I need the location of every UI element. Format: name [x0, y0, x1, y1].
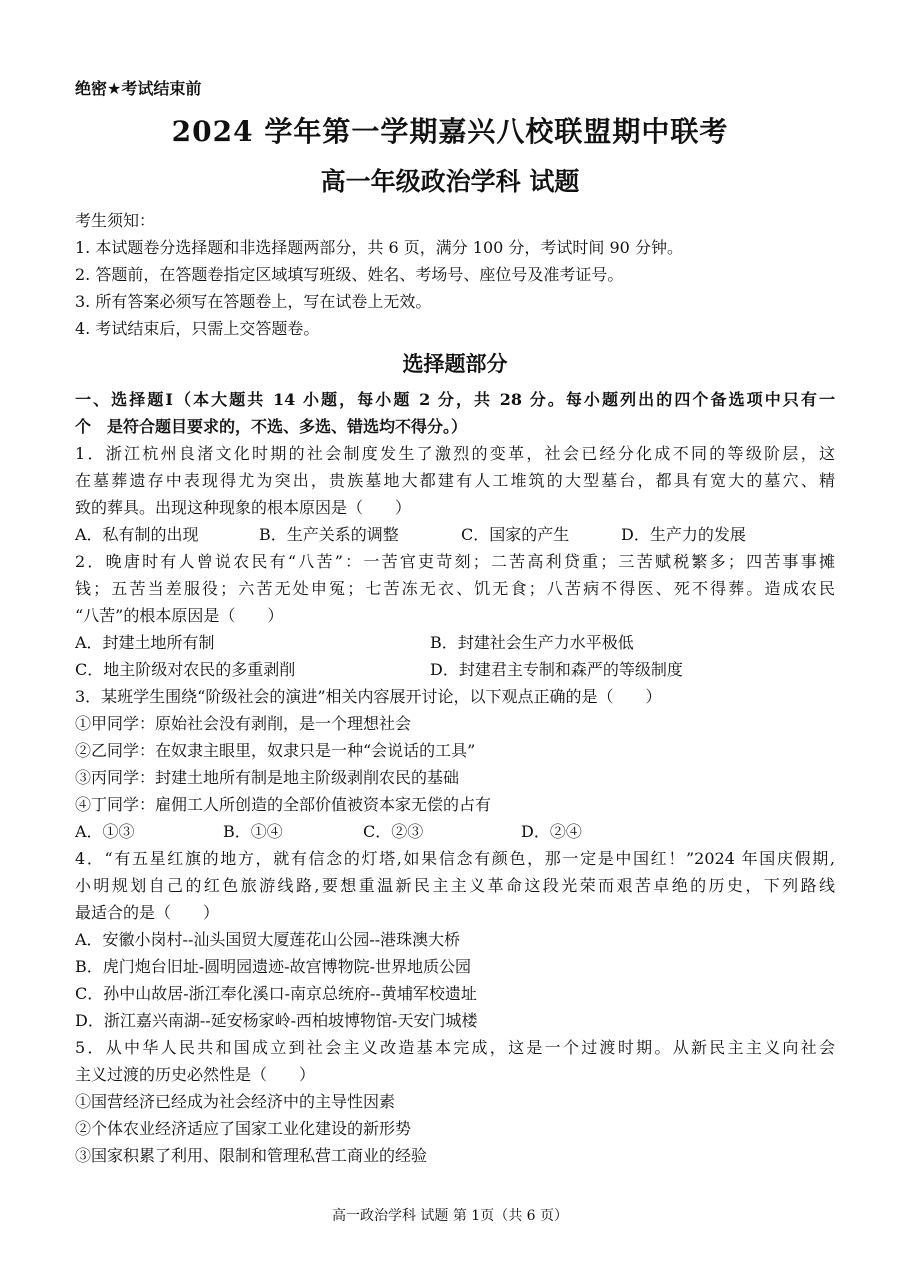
- section-instruction: 个 是符合题目要求的，不选、多选、错选均不得分。）: [75, 417, 468, 436]
- exam-subtitle: 高一年级政治学科 试题: [320, 167, 580, 196]
- question-1-text: 1．浙江杭州良渚文化时期的社会制度发生了激烈的变革，社会已经分化成不同的等级阶层，这: [75, 444, 835, 463]
- question-4-text: 4．“有五星红旗的地方，就有信念的灯塔,如果信念有颜色，那一定是中国红！”2024 年国庆假期,: [75, 849, 835, 868]
- question-3-options: [75, 818, 835, 845]
- page-footer: 高一政治学科 试题 第 1页（共 6 页）: [331, 1208, 569, 1224]
- question-4-text: 小明规划自己的红色旅游线路,要想重温新民主主义革命这段光荣而艰苦卓绝的历史，下列路线: [75, 876, 835, 895]
- notice-item: 1. 本试题卷分选择题和非选择题两部分，共 6 页，满分 100 分，考试时间 90 分钟。: [75, 238, 683, 257]
- question-3-statement: ①甲同学：原始社会没有剥削，是一个理想社会: [75, 714, 412, 733]
- option-d: D．②④: [521, 822, 582, 841]
- notice-item: 2. 答题前，在答题卷指定区域填写班级、姓名、考场号、座位号及准考证号。: [75, 265, 624, 284]
- section-instruction: 一、选择题Ⅰ（本大题共 14 小题，每小题 2 分，共 28 分。每小题列出的四个备选项中只有一: [75, 390, 835, 409]
- option-c: C．地主阶级对农民的多重剥削: [75, 660, 296, 679]
- option-d: D．封建君主专制和森严的等级制度: [430, 660, 683, 679]
- question-1-text: 在墓葬遗存中表现得尤为突出，贵族墓地大都建有人工堆筑的大型墓台，都具有宽大的墓穴、精: [75, 471, 835, 490]
- option-c: C．②③: [363, 822, 424, 841]
- option-d: D．浙江嘉兴南湖--延安杨家岭-西柏坡博物馆-天安门城楼: [75, 1011, 478, 1030]
- option-b: B．生产关系的调整: [259, 525, 399, 544]
- question-3-text: 3．某班学生围绕“阶级社会的演进”相关内容展开讨论，以下观点正确的是（ ）: [75, 687, 662, 706]
- question-2-text: 2．晚唐时有人曾说农民有“八苦”：一苦官吏苛刻；二苦高利贷重；三苦赋税繁多；四苦事事摊: [75, 552, 835, 571]
- question-2-options: [75, 656, 835, 683]
- question-3-statement: ③丙同学：封建土地所有制是地主阶级剥削农民的基础: [75, 768, 460, 787]
- question-3-statement: ④丁同学：雇佣工人所创造的全部价值被资本家无偿的占有: [75, 795, 492, 814]
- question-1-options: [75, 521, 835, 548]
- option-b: B．封建社会生产力水平极低: [430, 633, 634, 652]
- question-5-text: 5．从中华人民共和国成立到社会主义改造基本完成，这是一个过渡时期。从新民主主义向社会: [75, 1038, 835, 1057]
- question-2-options: [75, 629, 835, 656]
- exam-content: [75, 207, 835, 1169]
- notice-item: 4. 考试结束后，只需上交答题卷。: [75, 319, 320, 338]
- section-title: 选择题部分: [402, 351, 508, 376]
- option-a: A．①③: [75, 822, 135, 841]
- question-3-statement: ②乙同学：在奴隶主眼里，奴隶只是一种“会说话的工具”: [75, 741, 476, 760]
- question-1-text: 致的葬具。出现这种现象的根本原因是（ ）: [75, 498, 412, 517]
- question-5-text: 主义过渡的历史必然性是（ ）: [75, 1065, 316, 1084]
- option-b: B．①④: [223, 822, 283, 841]
- notice-heading: 考生须知：: [75, 211, 156, 230]
- question-5-statement: ①国营经济已经成为社会经济中的主导性因素: [75, 1092, 396, 1111]
- exam-title: 2024 学年第一学期嘉兴八校联盟期中联考: [171, 115, 729, 148]
- option-a: A．私有制的出现: [75, 525, 199, 544]
- option-c: C．国家的产生: [461, 525, 570, 544]
- option-c: C．孙中山故居-浙江奉化溪口-南京总统府--黄埔军校遗址: [75, 984, 477, 1003]
- option-b: B．虎门炮台旧址-圆明园遗迹-故宫博物院-世界地质公园: [75, 957, 471, 976]
- question-2-text: “八苦”的根本原因是（ ）: [75, 606, 284, 625]
- option-d: D．生产力的发展: [621, 525, 746, 544]
- question-2-text: 钱；五苦当差服役；六苦无处申冤；七苦冻无衣、饥无食；八苦病不得医、死不得葬。造成农民: [75, 579, 835, 598]
- question-5-statement: ②个体农业经济适应了国家工业化建设的新形势: [75, 1119, 412, 1138]
- option-a: A．封建土地所有制: [75, 633, 215, 652]
- question-5-statement: ③国家积累了利用、限制和管理私营工商业的经验: [75, 1146, 428, 1165]
- notice-item: 3. 所有答案必须写在答题卷上，写在试卷上无效。: [75, 292, 432, 311]
- option-a: A．安徽小岗村--汕头国贸大厦莲花山公园--港珠澳大桥: [75, 930, 461, 949]
- question-4-text: 最适合的是（ ）: [75, 903, 220, 922]
- confidential-mark: 绝密★考试结束前: [75, 79, 202, 98]
